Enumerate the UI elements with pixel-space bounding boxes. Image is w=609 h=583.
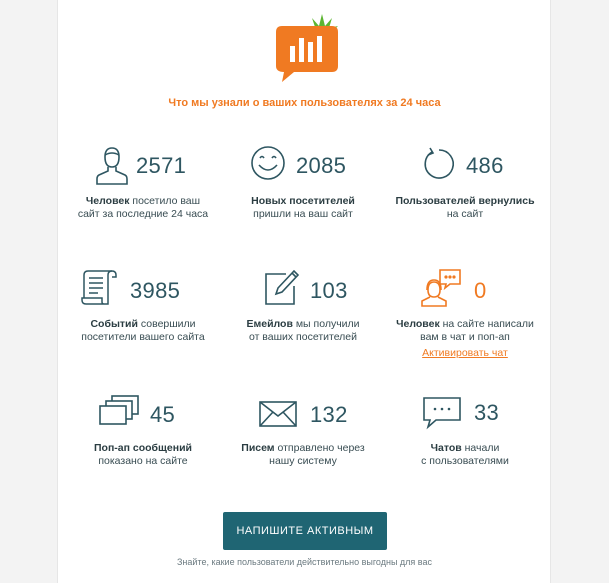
desc-text-2: показано на сайте bbox=[98, 455, 188, 467]
activate-chat-link[interactable]: Активировать чат bbox=[422, 347, 508, 359]
chat-operator-icon bbox=[420, 268, 462, 308]
popups-desc bbox=[68, 442, 218, 468]
desc-text: на сайте написали bbox=[439, 318, 534, 330]
desc-bold: Человек bbox=[85, 195, 130, 207]
smiley-icon bbox=[250, 145, 286, 181]
emails-value: 103 bbox=[310, 278, 348, 303]
desc-text-2: на сайт bbox=[446, 208, 484, 220]
emails-desc bbox=[228, 318, 378, 344]
carrot-logo-icon bbox=[272, 12, 346, 84]
desc-bold: Человек bbox=[396, 318, 440, 330]
events-desc bbox=[68, 318, 218, 344]
new-visitors-value: 2085 bbox=[296, 153, 347, 178]
returned-value: 486 bbox=[466, 153, 504, 178]
scroll-icon bbox=[80, 268, 118, 308]
desc-text-2: посетители вашего сайта bbox=[81, 331, 205, 343]
desc-bold: Чатов bbox=[430, 442, 462, 454]
desc-text: мы получили bbox=[292, 318, 360, 330]
chat-bubble-icon bbox=[422, 396, 462, 430]
desc-text-2: нашу систему bbox=[269, 455, 337, 467]
events-value: 3985 bbox=[130, 278, 181, 303]
desc-text-2: с пользователями bbox=[421, 455, 509, 467]
desc-bold: Писем bbox=[241, 442, 275, 454]
chats-desc bbox=[390, 442, 540, 468]
desc-bold: Новых посетителей bbox=[251, 195, 355, 207]
desc-bold: Событий bbox=[90, 318, 138, 330]
envelope-icon bbox=[258, 400, 298, 428]
desc-text-2: вам в чат и поп-ап bbox=[420, 331, 510, 343]
desc-text-2: от ваших посетителей bbox=[248, 331, 358, 343]
visitors-value: 2571 bbox=[136, 153, 187, 178]
desc-text-2: пришли на ваш сайт bbox=[253, 208, 353, 220]
letters-desc bbox=[228, 442, 378, 468]
pencil-note-icon bbox=[262, 268, 300, 308]
letters-value: 132 bbox=[310, 402, 348, 427]
footer-text: Знайте, какие пользователи действительно выгодны для вас bbox=[177, 557, 432, 567]
desc-bold: Поп-ап сообщений bbox=[93, 442, 192, 454]
desc-text-2: сайт за последние 24 часа bbox=[77, 208, 209, 220]
desc-text: отправлено через bbox=[274, 442, 365, 454]
desc-text: посетило ваш bbox=[129, 195, 201, 207]
chat-messages-value: 0 bbox=[474, 278, 487, 303]
returned-desc bbox=[390, 195, 540, 221]
desc-text: начали bbox=[461, 442, 500, 454]
chats-value: 33 bbox=[474, 400, 500, 425]
popups-value: 45 bbox=[150, 402, 176, 427]
desc-text: совершили bbox=[137, 318, 196, 330]
desc-bold: Емейлов bbox=[246, 318, 293, 330]
desc-bold: Пользователей вернулись bbox=[395, 195, 535, 207]
visitors-desc bbox=[68, 195, 218, 221]
person-icon bbox=[96, 145, 128, 185]
headline: Что мы узнали о ваших пользователях за 24 часа bbox=[168, 97, 441, 109]
chat-messages-desc bbox=[390, 318, 540, 344]
return-arrow-icon bbox=[422, 147, 456, 181]
new-visitors-desc bbox=[228, 195, 378, 221]
write-to-active-button[interactable]: НАПИШИТЕ АКТИВНЫМ bbox=[223, 512, 387, 550]
popup-stack-icon bbox=[98, 394, 140, 428]
